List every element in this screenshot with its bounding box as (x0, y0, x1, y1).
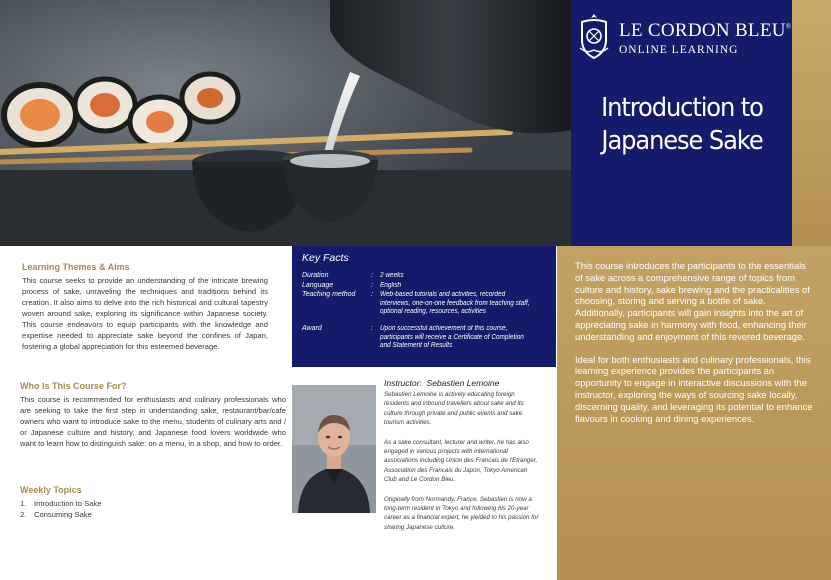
list-item (20, 498, 220, 509)
fact-separator: : (371, 272, 373, 279)
instructor-bio-paragraph: As a sake consultant, lecturer and writer, he has also engaged in various projects with international associations including Union des Francais de l'Etranger, Association des Francais du Japon, Tokyo American Club and Le Cordon Bleu. (384, 438, 538, 484)
sake-hero-image (0, 0, 571, 246)
fact-row-duration (302, 272, 546, 281)
fact-value: English (380, 281, 402, 289)
fact-separator: : (371, 291, 373, 299)
instructor-heading (384, 378, 499, 388)
topic-label: Consuming Sake (34, 510, 92, 519)
instructor-label: Instructor: (384, 378, 422, 388)
weekly-topics-heading: Weekly Topics (20, 485, 82, 495)
learning-themes-text: This course seeks to provide an understanding of the intricate brewing process of sake, unraveling the techniques and traditions behind its creation. It also aims to delve into the rich historical and cultural tapestry woven around sake, exploring its significance within Japanese society. This course endeavors to equip participants with the knowledge and expertise needed to appreciate sake beyond the confines of Japan, fostering a global appreciation for this esteemed beverage. (22, 276, 268, 351)
learning-themes-section (22, 262, 268, 352)
fact-key: Duration (302, 272, 329, 279)
course-title (589, 92, 775, 158)
topic-number: 2. (20, 510, 27, 519)
instructor-bio-paragraph: Sebastien Lemoine is actively educating foreign residents and inbound travellers about sake and its culture through private and public events and sake tourism activities. (384, 391, 524, 427)
brand-logo[interactable] (577, 12, 792, 62)
cordon-bleu-crest-icon (577, 12, 611, 60)
key-facts-heading: Key Facts (302, 252, 349, 264)
overview-paragraph-1: This course introduces the participants to the essentials of sake across a comprehensive range of topics from culture and history, sake brewing and the practicalities of choosing, storing and serving a bottle of sake. Additionally, participants will gain insights into the art of appreciating sake in harmony with food, enhancing their understanding and enjoyment of this revered beverage. (575, 260, 810, 342)
instructor-bio-paragraph: Originally from Normandy, France, Sebastien is now a long-term resident in Tokyo and following his 20-year career as a financial expert, he yielded to his passion for sharing Japanese culture. (384, 495, 539, 531)
learning-themes-heading: Learning Themes & Aims (22, 262, 130, 272)
fact-value: Upon successful achievement of this course, participants will receive a Certificate of Completion and Statement of Results (380, 324, 524, 350)
brand-name: LE CORDON BLEU® (619, 20, 792, 41)
instructor-portrait (292, 385, 376, 513)
fact-separator: : (371, 324, 373, 332)
list-item (20, 509, 220, 520)
topic-number: 1. (20, 499, 27, 508)
fact-row-language (302, 282, 546, 291)
course-overview-panel (557, 246, 831, 580)
weekly-topics-list (20, 498, 220, 520)
instructor-bio (384, 390, 539, 532)
topic-label: Introduction to Sake (34, 499, 102, 508)
fact-key: Language (302, 281, 334, 289)
fact-key: Award (302, 324, 322, 332)
weekly-topics-section (20, 485, 220, 520)
key-facts-box (292, 246, 556, 367)
audience-section (20, 381, 286, 449)
fact-value: 2 weeks (380, 272, 404, 279)
brand-subtitle: ONLINE LEARNING (619, 44, 739, 56)
fact-separator: : (371, 281, 373, 289)
fact-row-teaching-method (302, 291, 546, 317)
course-title-line2: Japanese Sake (601, 126, 763, 156)
audience-text: This course is recommended for enthusiasts and culinary professionals who are seeking to take the first step in understanding sake, restaurant/bar/cafe owners who want to introduce sake to the menu, students of culinary arts and / or Japanese culture and history, and Japanese food lovers worldwide who want to learn how to distinguish sake: on a menu, in a shop, and how to order. (20, 395, 286, 448)
overview-paragraph-2: Ideal for both enthusiasts and culinary professionals, this learning experience provides the participants an opportunity to engage in interactive discussions with the instructor, exploring the ways of sourcing sake locally, discerning quality, and leveraging its potential to enhance flavours in cooking and dining experiences. (575, 353, 813, 424)
course-title-line1: Introduction to (601, 93, 763, 123)
fact-row-award (302, 325, 546, 351)
fact-value: Web-based tutorials and activities, recorded interviews, one-on-one feedback from teaching staff, optional reading, resources, activities (380, 291, 530, 316)
gold-accent-strip (792, 0, 831, 246)
instructor-name: Sebastien Lemoine (426, 378, 500, 388)
audience-heading: Who Is This Course For? (20, 381, 127, 391)
fact-key: Teaching method (302, 291, 356, 299)
